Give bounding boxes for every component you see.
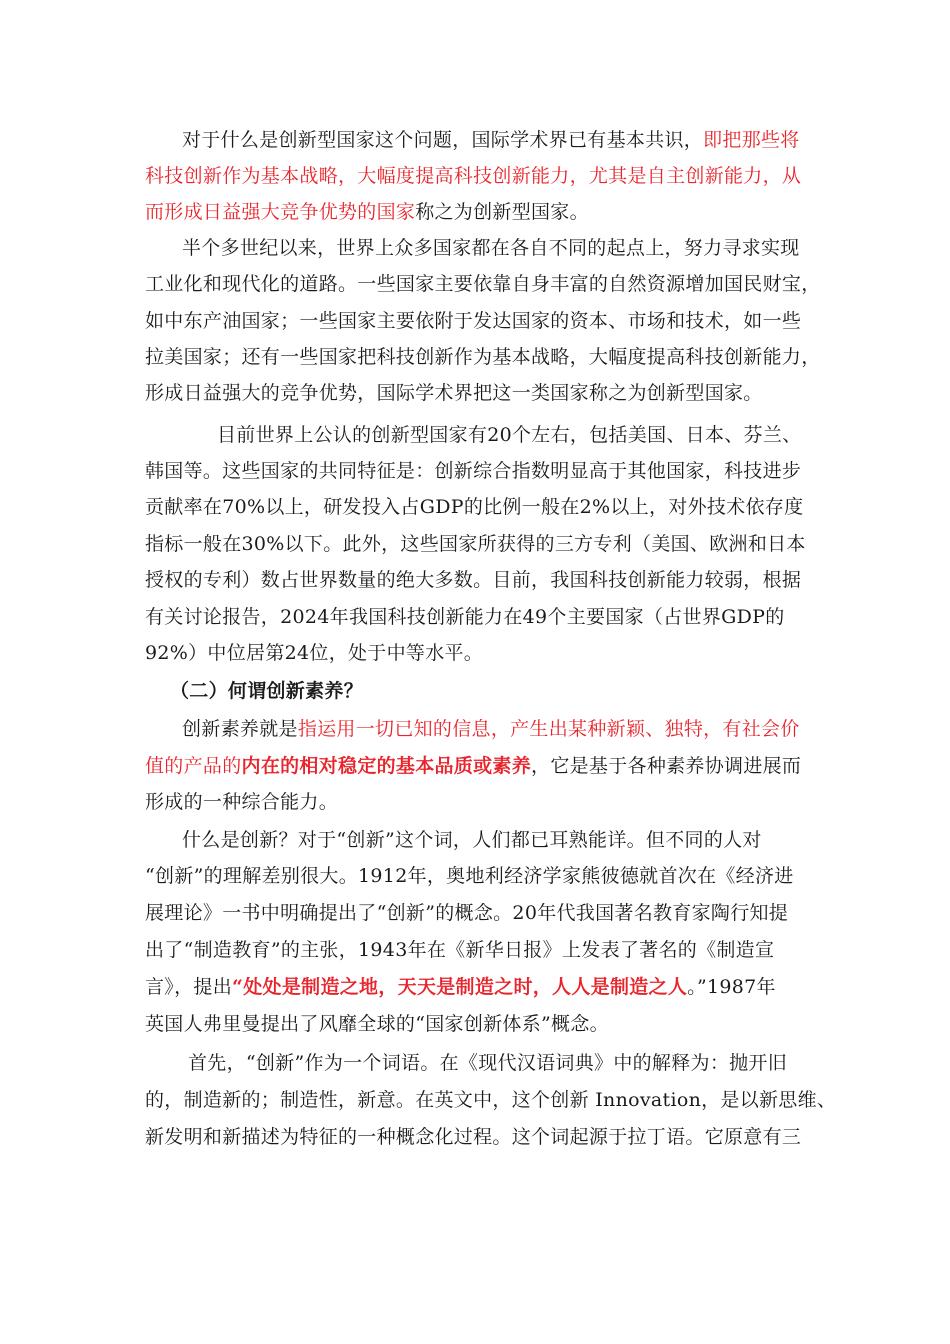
paragraph-4-line-1	[182, 717, 800, 741]
paragraph-4-line-2	[145, 754, 801, 778]
text-span: 称之为创新型国家。	[415, 201, 589, 223]
paragraph-2-line-2: 工业化和现代化的道路。一些国家主要依靠自身丰富的自然资源增加国民财宝，	[145, 273, 821, 295]
paragraph-5-line-1: 什么是创新？对于“创新”这个词，人们都已耳熟能详。但不同的人对	[182, 829, 762, 851]
paragraph-1-line-1	[182, 128, 800, 152]
text-span: 言》，提出	[145, 976, 233, 998]
paragraph-6-line-2: 的，制造新的；制造性，新意。在英文中，这个创新 Innovation，是以新思维、	[145, 1089, 837, 1111]
section-heading: （二）何谓创新素养？	[170, 680, 364, 702]
bold-highlighted-quote: “处处是制造之地，天天是制造之时，人人是制造之人	[232, 976, 688, 998]
text-span: 对于什么是创新型国家这个问题，国际学术界已有基本共识，	[182, 129, 704, 151]
paragraph-3-line-7: 92%）中位居第24位，处于中等水平。	[145, 642, 484, 664]
paragraph-6-line-3: 新发明和新描述为特征的一种概念化过程。这个词起源于拉丁语。它原意有三	[145, 1126, 802, 1148]
paragraph-1-line-3	[145, 200, 589, 224]
paragraph-3-line-5: 授权的专利）数占世界数量的绝大多数。目前，我国科技创新能力较弱，根据	[145, 569, 802, 591]
bold-highlighted-text: 内在的相对稳定的基本品质或素养	[241, 755, 532, 777]
paragraph-5-line-2: “创新”的理解差别很大。1912年，奥地利经济学家熊彼德就首次在《经济进	[145, 865, 794, 887]
paragraph-5-line-4: 出了“制造教育”的主张，1943年在《新华日报》上发表了著名的《制造宣	[145, 939, 775, 961]
highlighted-text: 值的产品的	[145, 755, 242, 777]
paragraph-5-line-3: 展理论》一书中明确提出了“创新”的概念。20年代我国著名教育家陶行知提	[145, 902, 789, 924]
paragraph-5-line-5	[145, 975, 776, 999]
highlighted-text: 即把那些将	[703, 129, 800, 151]
paragraph-3-line-6: 有关讨论报告，2024年我国科技创新能力在49个主要国家（占世界GDP的	[145, 606, 785, 628]
paragraph-1-line-2: 科技创新作为基本战略，大幅度提高科技创新能力，尤其是自主创新能力，从	[145, 165, 802, 187]
text-span: 。”1987年	[687, 976, 776, 998]
paragraph-2-line-5: 形成日益强大的竞争优势，国际学术界把这一类国家称之为创新型国家。	[145, 382, 763, 404]
highlighted-text: 指运用一切已知的信息，产生出某种新颖、独特，有社会价	[297, 718, 800, 740]
text-span: ，它是基于各种素养协调进展而	[531, 755, 802, 777]
paragraph-2-line-4: 拉美国家；还有一些国家把科技创新作为基本战略，大幅度提高科技创新能力，	[145, 346, 821, 368]
paragraph-3-line-2: 韩国等。这些国家的共同特征是：创新综合指数明显高于其他国家，科技进步	[145, 460, 802, 482]
highlighted-text: 而形成日益强大竞争优势的国家	[145, 201, 416, 223]
paragraph-6-line-1: 首先，“创新”作为一个词语。在《现代汉语词典》中的解释为：抛开旧	[188, 1052, 788, 1074]
paragraph-2-line-1: 半个多世纪以来，世界上众多国家都在各自不同的起点上，努力寻求实现	[182, 237, 800, 259]
paragraph-2-line-3: 如中东产油国家；一些国家主要依附于发达国家的资本、市场和技术，如一些	[145, 310, 802, 332]
paragraph-3-line-4: 指标一般在30%以下。此外，这些国家所获得的三方专利（美国、欧洲和日本	[145, 533, 806, 555]
paragraph-3-line-3: 贡献率在70%以上，研发投入占GDP的比例一般在2%以上，对外技术依存度	[145, 496, 804, 518]
text-span: 创新素养就是	[182, 718, 298, 740]
paragraph-3-line-1: 目前世界上公认的创新型国家有20个左右，包括美国、日本、芬兰、	[217, 424, 802, 446]
paragraph-5-line-6: 英国人弗里曼提出了风靡全球的“国家创新体系”概念。	[145, 1013, 609, 1035]
paragraph-4-line-3: 形成的一种综合能力。	[145, 791, 339, 813]
